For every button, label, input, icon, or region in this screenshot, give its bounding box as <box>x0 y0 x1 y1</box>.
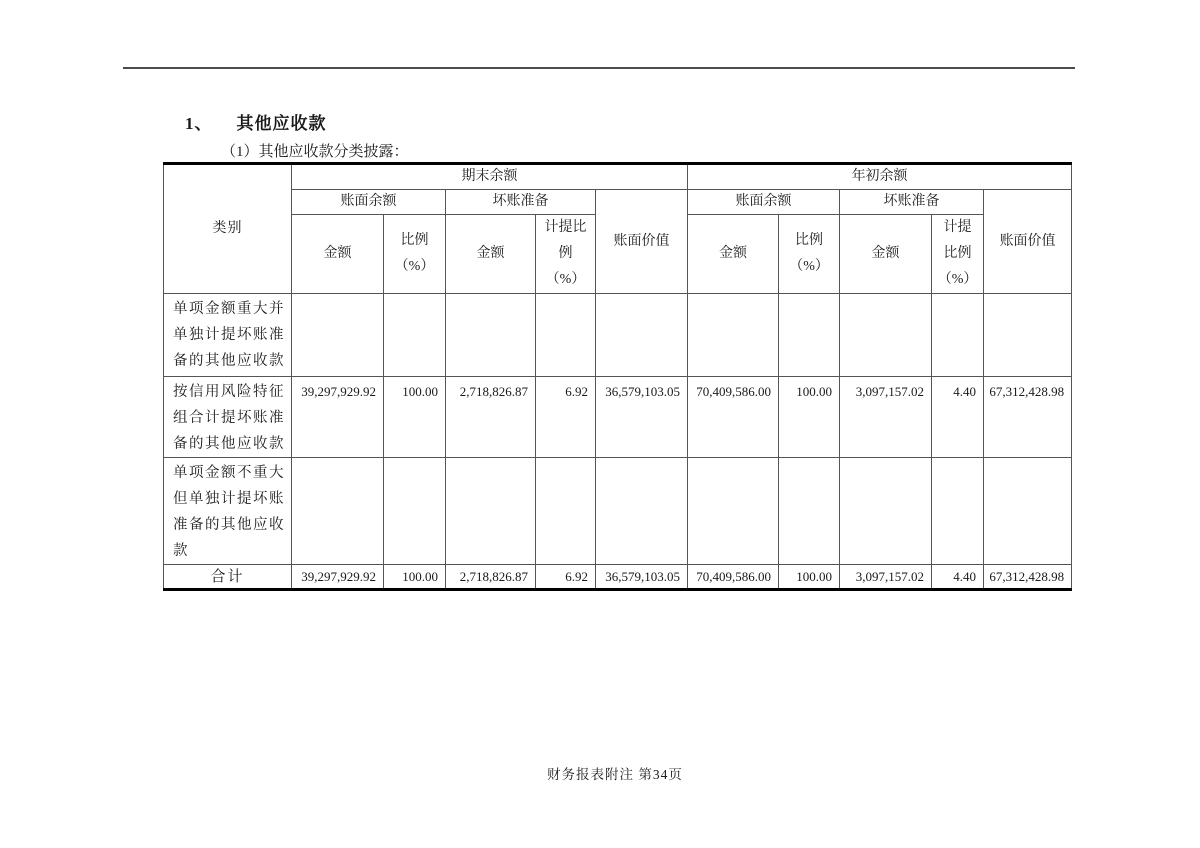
header-begin-book-value: 账面价值 <box>984 190 1072 294</box>
header-begin-provision-amount: 金额 <box>840 215 932 294</box>
header-category: 类别 <box>164 164 292 294</box>
header-period-end-balance: 期末余额 <box>292 164 688 190</box>
header-begin-provision-ratio-line3: （%） <box>937 272 978 287</box>
cell-end-provision-ratio <box>536 294 596 377</box>
receivables-classification-table <box>163 162 1072 591</box>
cell-end-provision-ratio: 6.92 <box>536 377 596 458</box>
header-end-bad-debt-provision: 坏账准备 <box>446 190 596 215</box>
cell-begin-provision-amount: 3,097,157.02 <box>840 565 932 590</box>
cell-begin-provision-amount <box>840 458 932 565</box>
cell-end-amount: 39,297,929.92 <box>292 565 384 590</box>
header-begin-provision-ratio-line1: 计提 <box>943 220 972 235</box>
table-header-row-1 <box>164 164 1072 190</box>
header-end-provision-ratio-line2: 例 <box>558 246 573 261</box>
cell-begin-book-value <box>984 458 1072 565</box>
header-begin-book-balance: 账面余额 <box>688 190 840 215</box>
header-begin-bad-debt-provision: 坏账准备 <box>840 190 984 215</box>
cell-begin-amount: 70,409,586.00 <box>688 565 779 590</box>
header-rule <box>123 67 1075 69</box>
section-title <box>185 109 327 134</box>
table-row-credit-risk-portfolio <box>164 377 1072 458</box>
header-end-ratio <box>384 215 446 294</box>
cell-end-book-value <box>596 458 688 565</box>
cell-begin-ratio <box>779 458 840 565</box>
cell-begin-ratio: 100.00 <box>779 377 840 458</box>
page-footer: 财务报表附注 第34页 <box>547 767 683 782</box>
cell-begin-provision-ratio <box>932 294 984 377</box>
header-end-book-value: 账面价值 <box>596 190 688 294</box>
header-end-provision-ratio-line1: 计提比 <box>544 220 587 235</box>
header-begin-provision-ratio-line2: 比例 <box>943 246 972 261</box>
header-begin-ratio <box>779 215 840 294</box>
cell-begin-amount <box>688 294 779 377</box>
header-year-begin-balance: 年初余额 <box>688 164 1072 190</box>
cell-end-ratio: 100.00 <box>384 565 446 590</box>
cell-begin-book-value <box>984 294 1072 377</box>
cell-begin-ratio: 100.00 <box>779 565 840 590</box>
cell-end-ratio: 100.00 <box>384 377 446 458</box>
cell-end-book-value: 36,579,103.05 <box>596 377 688 458</box>
section-title-text: 其他应收款 <box>236 114 327 133</box>
cell-end-provision-amount: 2,718,826.87 <box>446 377 536 458</box>
header-begin-amount: 金额 <box>688 215 779 294</box>
cell-begin-amount <box>688 458 779 565</box>
header-begin-ratio-line1: 比例 <box>795 233 824 248</box>
header-end-book-balance: 账面余额 <box>292 190 446 215</box>
cell-begin-provision-ratio: 4.40 <box>932 377 984 458</box>
header-begin-provision-ratio <box>932 215 984 294</box>
row-category: 单项金额不重大但单独计提坏账准备的其他应收款 <box>164 458 292 565</box>
header-begin-ratio-line2: （%） <box>789 259 829 274</box>
header-end-provision-amount: 金额 <box>446 215 536 294</box>
row-category: 按信用风险特征组合计提坏账准备的其他应收款 <box>164 377 292 458</box>
cell-begin-provision-amount: 3,097,157.02 <box>840 377 932 458</box>
cell-end-amount: 39,297,929.92 <box>292 377 384 458</box>
header-end-amount: 金额 <box>292 215 384 294</box>
cell-begin-provision-ratio <box>932 458 984 565</box>
subsection-title: （1）其他应收款分类披露： <box>221 144 409 160</box>
cell-begin-provision-ratio: 4.40 <box>932 565 984 590</box>
cell-begin-book-value: 67,312,428.98 <box>984 565 1072 590</box>
section-number: 1、 <box>185 114 213 133</box>
cell-end-provision-amount <box>446 458 536 565</box>
header-end-provision-ratio <box>536 215 596 294</box>
cell-end-book-value: 36,579,103.05 <box>596 565 688 590</box>
cell-begin-ratio <box>779 294 840 377</box>
row-category-total: 合计 <box>164 565 292 590</box>
cell-end-book-value <box>596 294 688 377</box>
cell-end-amount <box>292 294 384 377</box>
row-category: 单项金额重大并单独计提坏账准备的其他应收款 <box>164 294 292 377</box>
table-row-individually-significant <box>164 294 1072 377</box>
table-header-row-2 <box>164 190 1072 215</box>
cell-end-ratio <box>384 458 446 565</box>
cell-begin-book-value: 67,312,428.98 <box>984 377 1072 458</box>
cell-end-provision-ratio: 6.92 <box>536 565 596 590</box>
cell-begin-amount: 70,409,586.00 <box>688 377 779 458</box>
header-end-ratio-line1: 比例 <box>400 233 429 248</box>
cell-end-provision-amount: 2,718,826.87 <box>446 565 536 590</box>
header-end-provision-ratio-line3: （%） <box>545 272 586 287</box>
cell-end-provision-ratio <box>536 458 596 565</box>
table-row-individually-insignificant <box>164 458 1072 565</box>
cell-end-provision-amount <box>446 294 536 377</box>
cell-end-amount <box>292 458 384 565</box>
header-end-ratio-line2: （%） <box>394 259 435 274</box>
cell-begin-provision-amount <box>840 294 932 377</box>
cell-end-ratio <box>384 294 446 377</box>
table-row-total <box>164 565 1072 590</box>
